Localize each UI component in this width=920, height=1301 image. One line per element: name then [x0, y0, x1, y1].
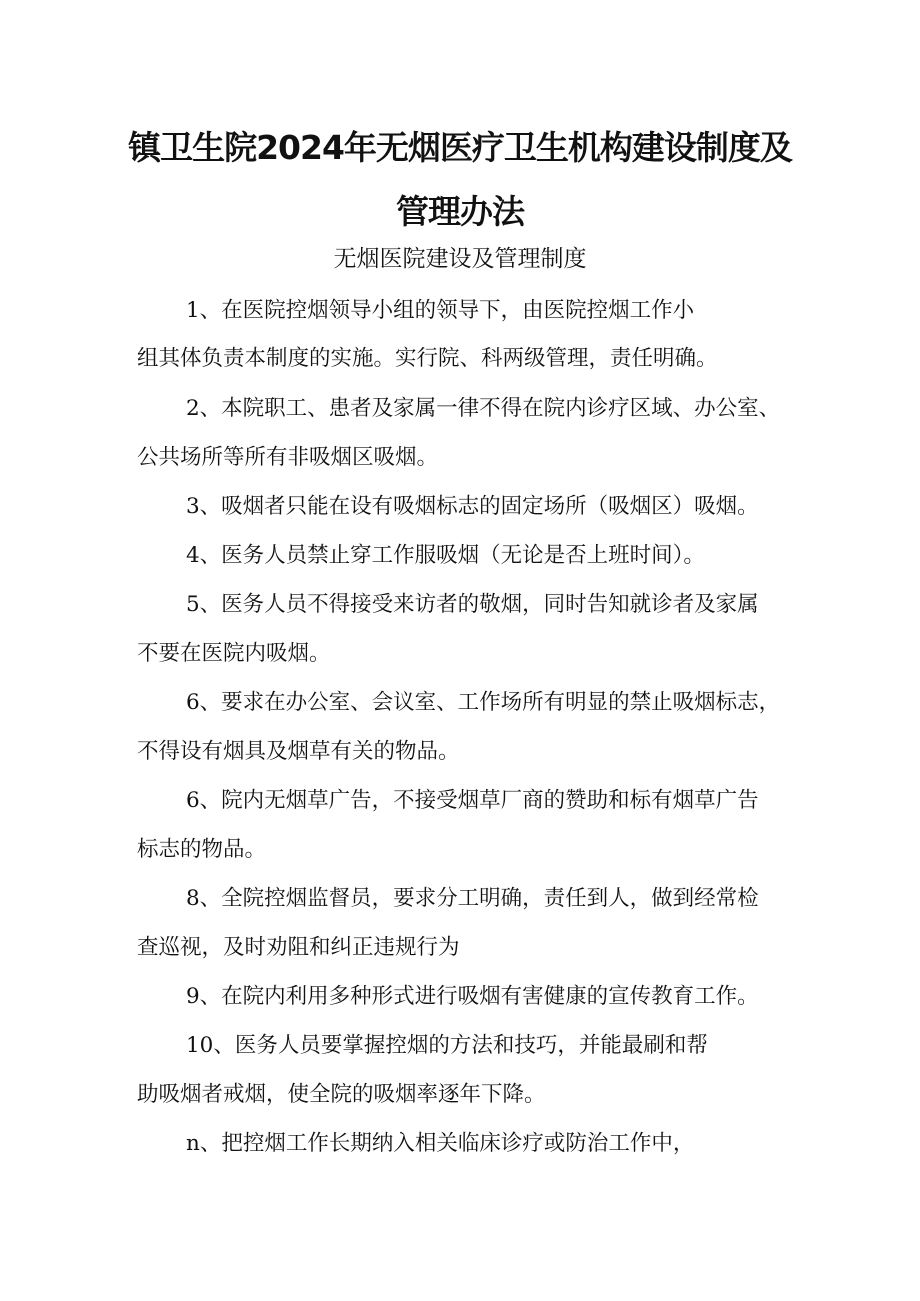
paragraph-line: 9、在院内利用多种形式进行吸烟有害健康的宣传教育工作。 [186, 984, 759, 1009]
document-title-line-1: 镇卫生院2024年无烟医疗卫生机构建设制度及 [128, 128, 792, 167]
paragraph-line: 10、医务人员要掌握控烟的方法和技巧，并能最刷和帮 [186, 1033, 708, 1058]
paragraph-line: 不要在医院内吸烟。 [137, 641, 331, 666]
paragraph-line: 不得设有烟具及烟草有关的物品。 [137, 739, 460, 764]
paragraph-line: 组其体负责本制度的实施。实行院、科两级管理，责任明确。 [137, 346, 718, 371]
paragraph-line: 助吸烟者戒烟，使全院的吸烟率逐年下降。 [137, 1082, 546, 1107]
paragraph-line: 6、院内无烟草广告，不接受烟草厂商的赞助和标有烟草广告 [186, 788, 759, 813]
paragraph-line: 4、医务人员禁止穿工作服吸烟（无论是否上班时间）。 [186, 543, 705, 568]
document-subtitle: 无烟医院建设及管理制度 [333, 246, 587, 272]
paragraph-line: 8、全院控烟监督员，要求分工明确，责任到人，做到经常检 [186, 886, 759, 911]
paragraph-line: 公共场所等所有非吸烟区吸烟。 [137, 445, 439, 470]
paragraph-line: 5、医务人员不得接受来访者的敬烟，同时告知就诊者及家属 [186, 592, 759, 617]
paragraph-line: 查巡视，及时劝阻和纠正违规行为 [137, 935, 460, 960]
document-title-line-2: 管理办法 [396, 192, 524, 231]
paragraph-line: 标志的物品。 [137, 837, 267, 862]
paragraph-line: n、把控烟工作长期纳入相关临床诊疗或防治工作中， [186, 1131, 695, 1156]
paragraph-line: 2、本院职工、患者及家属一律不得在院内诊疗区域、办公室、 [186, 396, 781, 421]
paragraph-line: 3、吸烟者只能在设有吸烟标志的固定场所（吸烟区）吸烟。 [186, 494, 759, 519]
paragraph-line: 6、要求在办公室、会议室、工作场所有明显的禁止吸烟标志， [186, 690, 781, 715]
paragraph-line: 1、在医院控烟领导小组的领导下，由医院控烟工作小 [186, 298, 695, 323]
